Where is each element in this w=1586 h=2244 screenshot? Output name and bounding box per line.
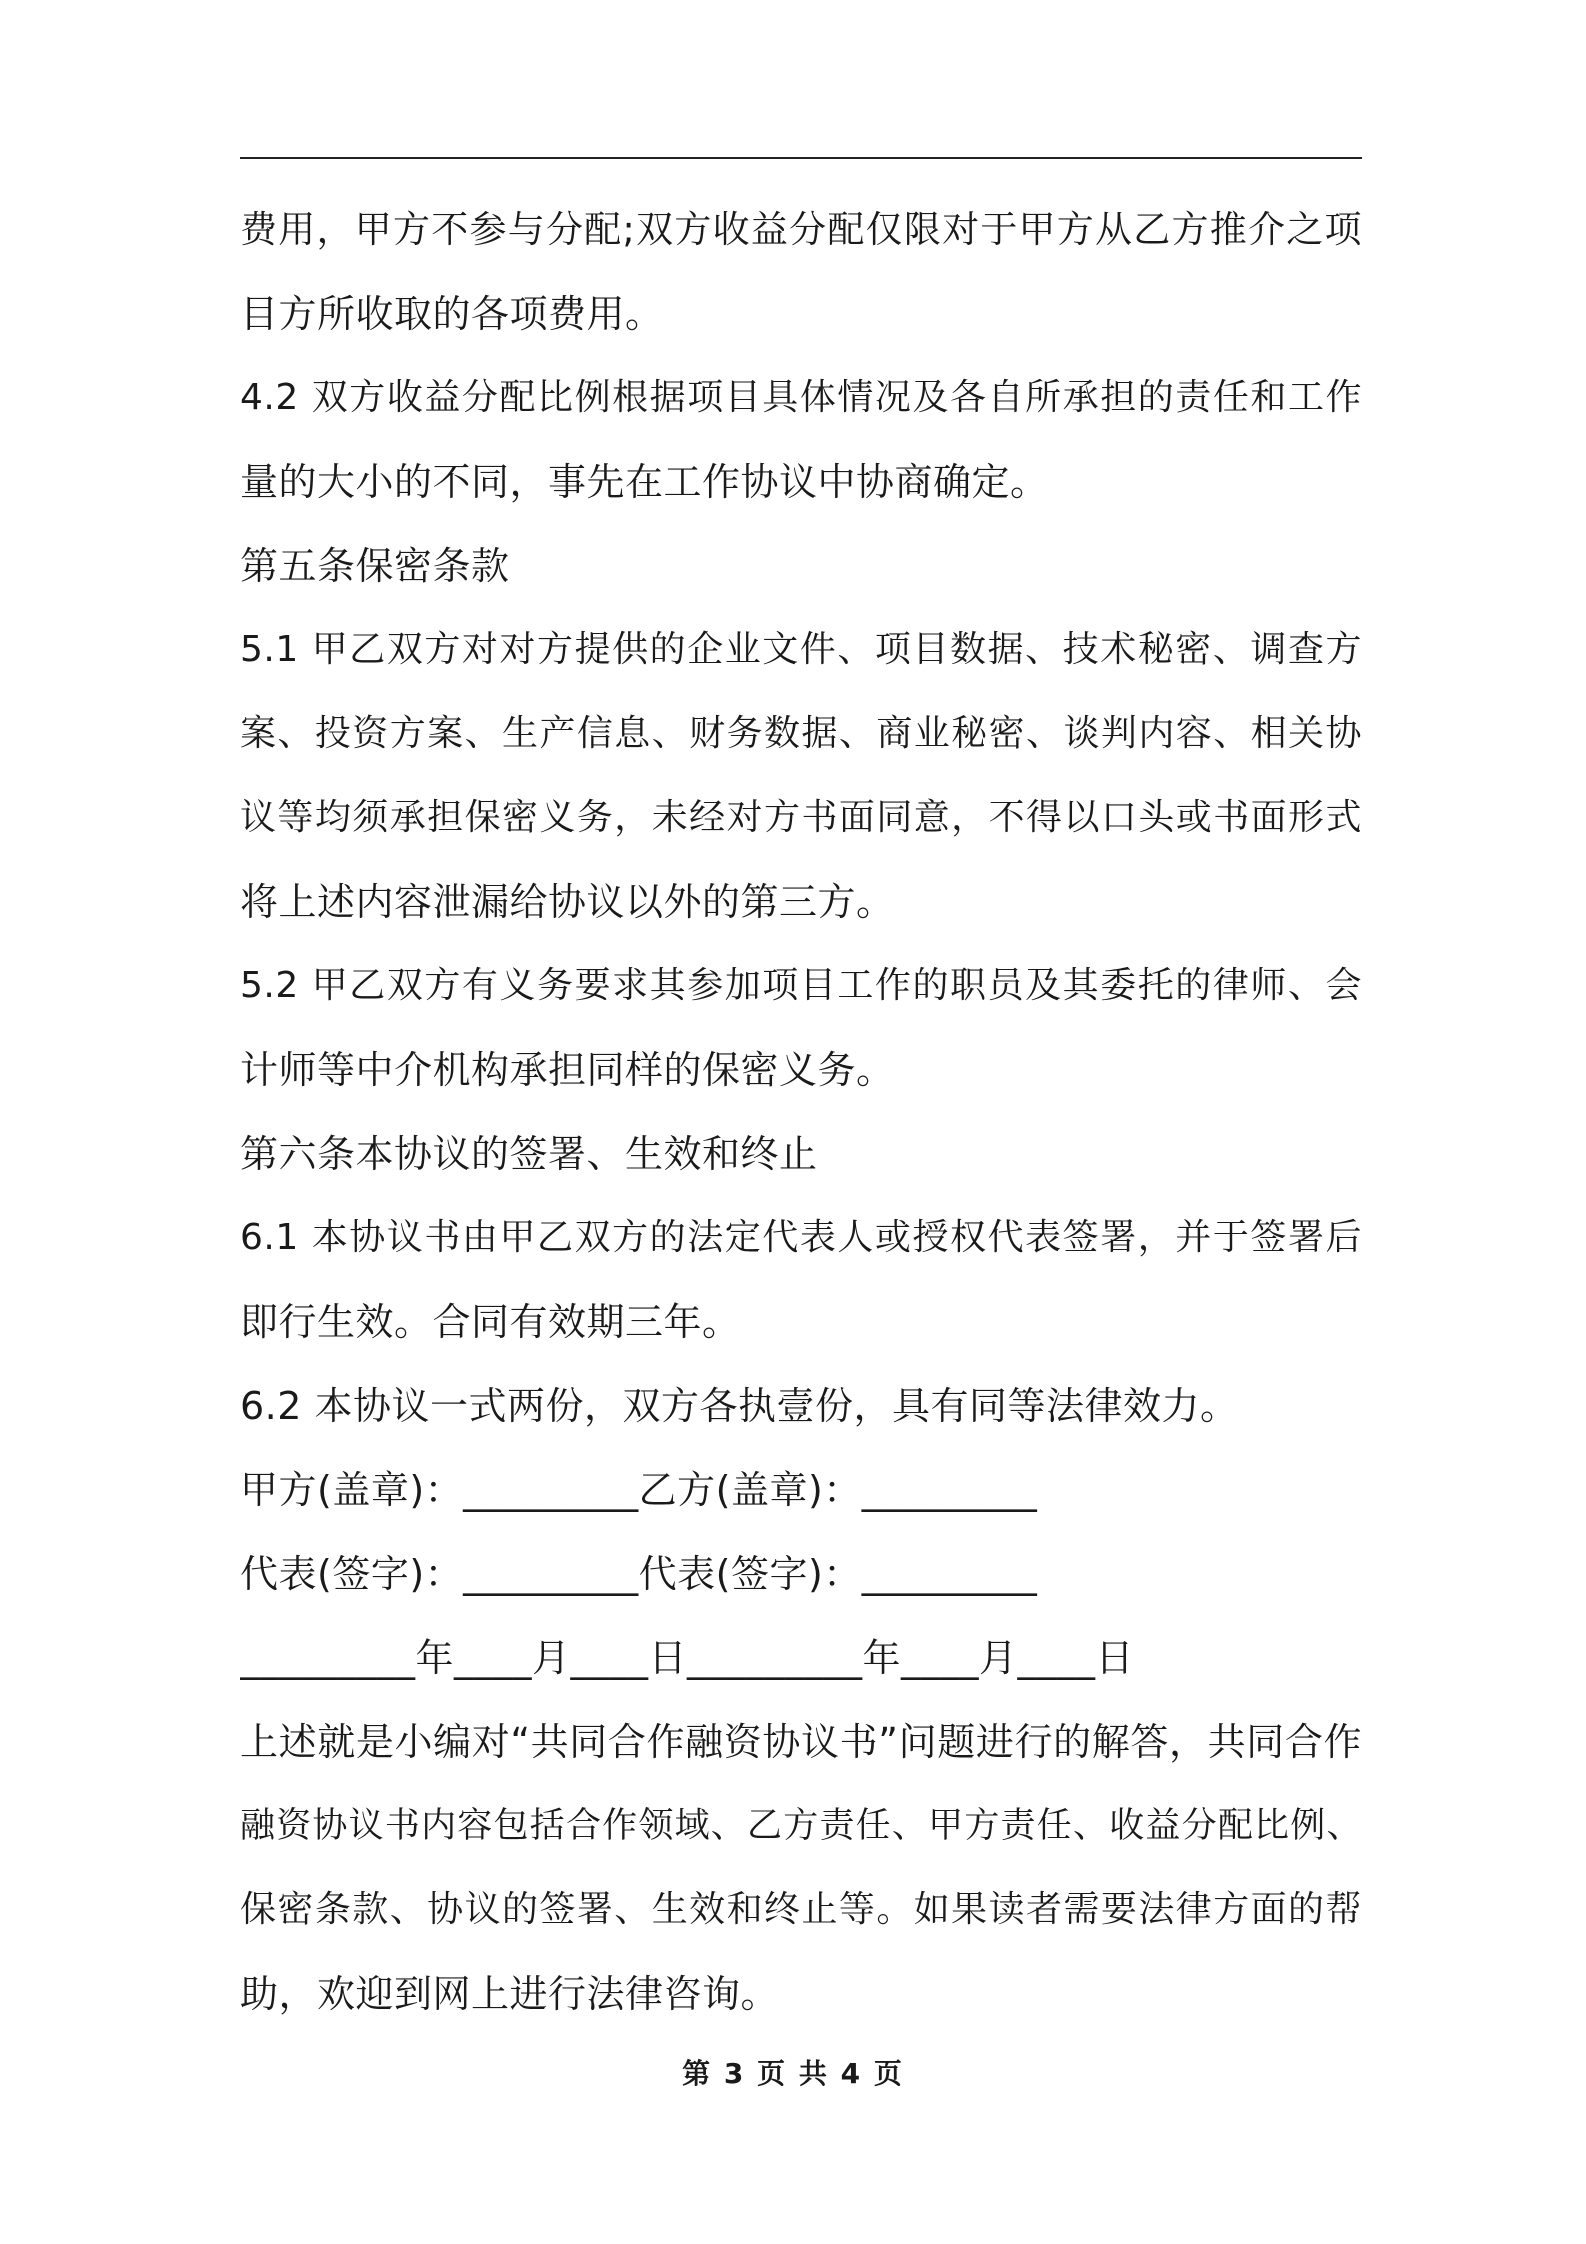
summary-line-4: 助，欢迎到网上进行法律咨询。 [240, 1972, 780, 2016]
header-rule [240, 157, 1362, 159]
text-line-4: 量的大小的不同，事先在工作协议中协商确定。 [240, 460, 1049, 504]
text-line-10: 5.2 甲乙双方有义务要求其参加项目工作的职员及其委托的律师、会 [240, 965, 1362, 1006]
text-line-11: 计师等中介机构承担同样的保密义务。 [240, 1048, 895, 1092]
page-number-footer: 第 3 页 共 4 页 [682, 2057, 904, 2090]
section-heading-5: 第五条保密条款 [240, 544, 510, 588]
text-line-15: 6.2 本协议一式两份，双方各执壹份，具有同等法律效力。 [240, 1384, 1239, 1428]
signature-representative-line: 代表(签字)：_________代表(签字)：_________ [240, 1552, 1038, 1596]
text-line-6: 5.1 甲乙双方对对方提供的企业文件、项目数据、技术秘密、调查方 [240, 629, 1362, 670]
summary-line-2: 融资协议书内容包括合作领域、乙方责任、甲方责任、收益分配比例、 [240, 1806, 1362, 1846]
text-line-7: 案、投资方案、生产信息、财务数据、商业秘密、谈判内容、相关协 [240, 713, 1362, 754]
text-line-3: 4.2 双方收益分配比例根据项目具体情况及各自所承担的责任和工作 [240, 377, 1362, 418]
section-heading-6: 第六条本协议的签署、生效和终止 [240, 1132, 818, 1176]
summary-line-1: 上述就是小编对“共同合作融资协议书”问题进行的解答，共同合作 [240, 1720, 1362, 1764]
summary-line-3: 保密条款、协议的签署、生效和终止等。如果读者需要法律方面的帮 [240, 1889, 1362, 1930]
signature-seal-line: 甲方(盖章)：_________乙方(盖章)：_________ [240, 1468, 1038, 1512]
document-body [240, 188, 1362, 2036]
signature-date-line: _________年____月____日_________年____月____日 [240, 1636, 1135, 1680]
text-line-8: 议等均须承担保密义务，未经对方书面同意，不得以口头或书面形式 [240, 797, 1362, 838]
text-line-2: 目方所收取的各项费用。 [240, 292, 664, 336]
text-line-13: 6.1 本协议书由甲乙双方的法定代表人或授权代表签署，并于签署后 [240, 1217, 1362, 1258]
text-line-9: 将上述内容泄漏给协议以外的第三方。 [240, 880, 895, 924]
text-line-1: 费用，甲方不参与分配;双方收益分配仅限对于甲方从乙方推介之项 [240, 208, 1362, 251]
text-line-14: 即行生效。合同有效期三年。 [240, 1300, 741, 1344]
